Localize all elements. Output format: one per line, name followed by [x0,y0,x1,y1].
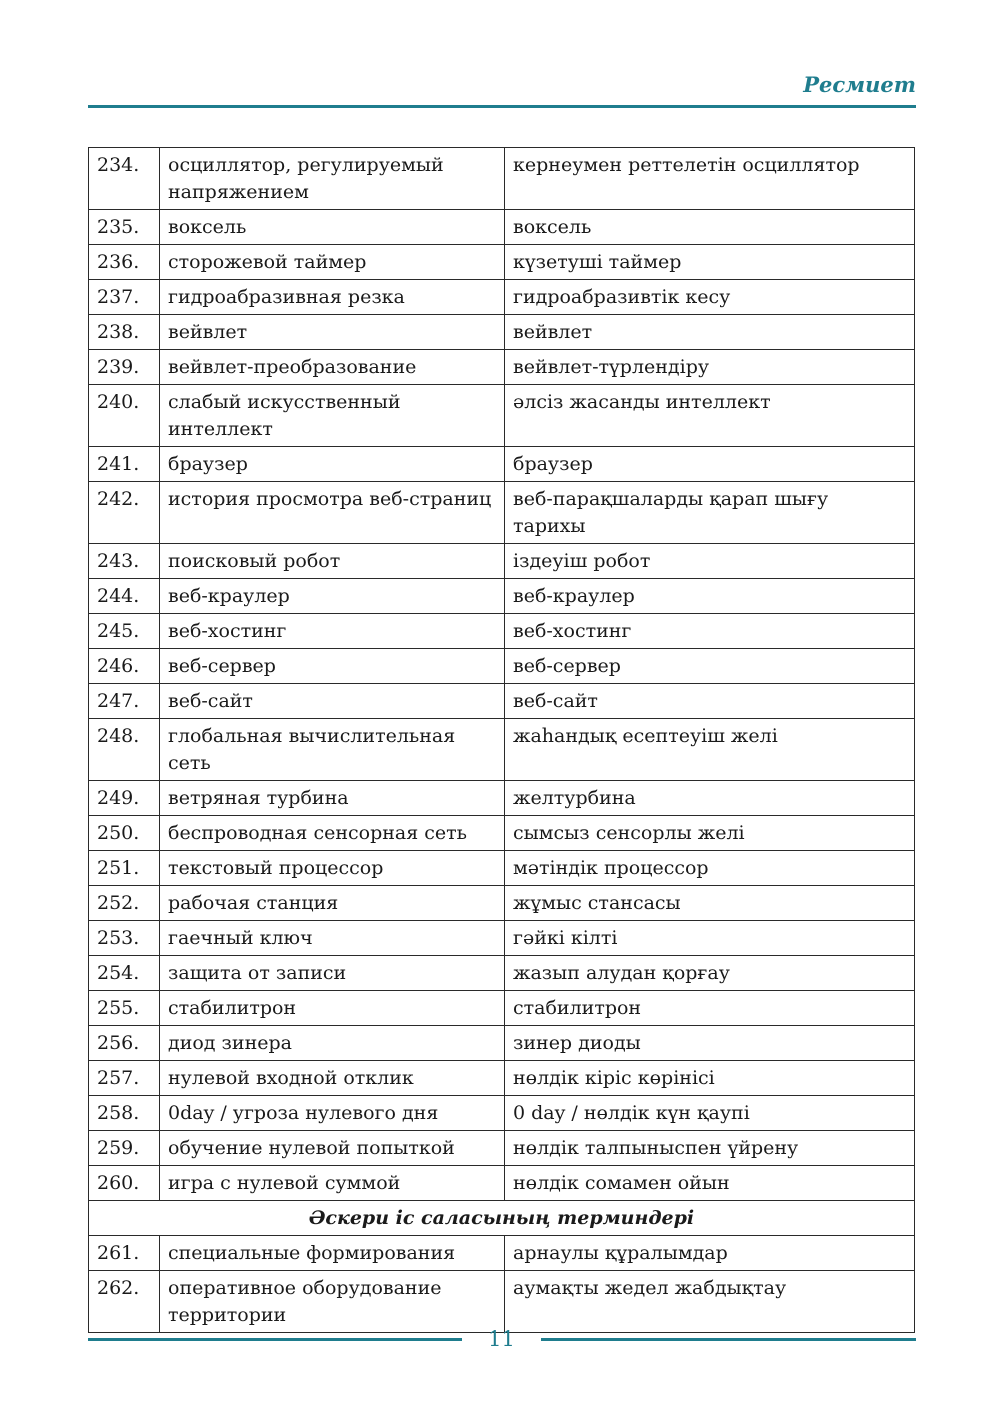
term-number: 261. [89,1236,160,1271]
table-row [89,1096,915,1131]
term-kazakh: мәтіндік процессор [505,851,915,886]
table-row [89,1236,915,1271]
table-row [89,579,915,614]
term-kazakh: нөлдік талпыныспен үйрену [505,1131,915,1166]
term-kazakh: стабилитрон [505,991,915,1026]
term-russian: специальные формирования [160,1236,505,1271]
term-russian: оперативное оборудование территории [160,1271,505,1333]
header-rule [88,105,916,108]
term-russian: игра с нулевой суммой [160,1166,505,1201]
term-number: 262. [89,1271,160,1333]
term-number: 235. [89,210,160,245]
term-kazakh: веб-хостинг [505,614,915,649]
term-number: 240. [89,385,160,447]
table-row [89,1026,915,1061]
term-russian: диод зинера [160,1026,505,1061]
term-kazakh: вейвлет-түрлендіру [505,350,915,385]
terms-table-body [89,148,915,1333]
term-kazakh: воксель [505,210,915,245]
table-row [89,350,915,385]
term-number: 249. [89,781,160,816]
term-russian: обучение нулевой попыткой [160,1131,505,1166]
term-russian: слабый искусственный интеллект [160,385,505,447]
term-number: 236. [89,245,160,280]
term-russian: поисковый робот [160,544,505,579]
term-number: 252. [89,886,160,921]
term-number: 248. [89,719,160,781]
term-russian: 0day / угроза нулевого дня [160,1096,505,1131]
table-row [89,482,915,544]
footer-rule-right [541,1338,916,1341]
term-number: 237. [89,280,160,315]
term-number: 242. [89,482,160,544]
term-number: 241. [89,447,160,482]
term-russian: осциллятор, регулируемый напряжением [160,148,505,210]
term-kazakh: сымсыз сенсорлы желі [505,816,915,851]
table-row [89,544,915,579]
term-number: 251. [89,851,160,886]
term-kazakh: желтурбина [505,781,915,816]
term-russian: веб-краулер [160,579,505,614]
term-kazakh: жазып алудан қорғау [505,956,915,991]
term-russian: стабилитрон [160,991,505,1026]
table-row [89,1061,915,1096]
term-kazakh: іздеуіш робот [505,544,915,579]
term-number: 238. [89,315,160,350]
table-row [89,280,915,315]
term-kazakh: арнаулы құралымдар [505,1236,915,1271]
term-kazakh: нөлдік кіріс көрінісі [505,1061,915,1096]
term-kazakh: нөлдік сомамен ойын [505,1166,915,1201]
term-russian: защита от записи [160,956,505,991]
term-number: 259. [89,1131,160,1166]
term-number: 254. [89,956,160,991]
table-row [89,781,915,816]
table-row [89,719,915,781]
term-russian: браузер [160,447,505,482]
term-kazakh: веб-сервер [505,649,915,684]
term-russian: сторожевой таймер [160,245,505,280]
term-russian: вейвлет [160,315,505,350]
table-row [89,1271,915,1333]
term-number: 247. [89,684,160,719]
table-row [89,315,915,350]
term-russian: история просмотра веб-страниц [160,482,505,544]
term-kazakh: 0 day / нөлдік күн қаупі [505,1096,915,1131]
term-russian: гаечный ключ [160,921,505,956]
term-russian: рабочая станция [160,886,505,921]
term-number: 255. [89,991,160,1026]
table-row [89,1131,915,1166]
term-russian: нулевой входной отклик [160,1061,505,1096]
term-number: 243. [89,544,160,579]
term-kazakh: жұмыс стансасы [505,886,915,921]
term-number: 234. [89,148,160,210]
term-russian: веб-сайт [160,684,505,719]
page-number: 11 [488,1327,515,1351]
term-russian: текстовый процессор [160,851,505,886]
section-row [89,1201,915,1236]
term-kazakh: кернеумен реттелетін осциллятор [505,148,915,210]
term-kazakh: веб-парақшаларды қарап шығу тарихы [505,482,915,544]
table-row [89,1166,915,1201]
table-row [89,148,915,210]
term-number: 239. [89,350,160,385]
term-kazakh: браузер [505,447,915,482]
term-kazakh: аумақты жедел жабдықтау [505,1271,915,1333]
table-row [89,649,915,684]
table-row [89,816,915,851]
term-russian: гидроабразивная резка [160,280,505,315]
term-number: 245. [89,614,160,649]
term-number: 253. [89,921,160,956]
table-row [89,886,915,921]
term-kazakh: веб-сайт [505,684,915,719]
table-row [89,991,915,1026]
table-row [89,385,915,447]
term-russian: беспроводная сенсорная сеть [160,816,505,851]
term-number: 244. [89,579,160,614]
running-header-title: Ресмиет [803,72,916,97]
table-row [89,956,915,991]
term-number: 260. [89,1166,160,1201]
term-number: 258. [89,1096,160,1131]
section-heading: Әскери іс саласының терминдері [89,1201,915,1236]
terms-table [88,147,915,1333]
table-row [89,684,915,719]
table-row [89,921,915,956]
table-row [89,447,915,482]
term-kazakh: вейвлет [505,315,915,350]
term-number: 250. [89,816,160,851]
term-kazakh: зинер диоды [505,1026,915,1061]
term-kazakh: веб-краулер [505,579,915,614]
table-row [89,245,915,280]
term-russian: вейвлет-преобразование [160,350,505,385]
term-number: 256. [89,1026,160,1061]
footer-rule-left [88,1338,462,1341]
table-row [89,614,915,649]
term-russian: глобальная вычислительная сеть [160,719,505,781]
term-kazakh: гәйкі кілті [505,921,915,956]
term-russian: воксель [160,210,505,245]
table-row [89,210,915,245]
term-russian: ветряная турбина [160,781,505,816]
term-number: 246. [89,649,160,684]
term-number: 257. [89,1061,160,1096]
term-russian: веб-хостинг [160,614,505,649]
term-kazakh: күзетуші таймер [505,245,915,280]
term-kazakh: жаһандық есептеуіш желі [505,719,915,781]
term-russian: веб-сервер [160,649,505,684]
table-row [89,851,915,886]
term-kazakh: гидроабразивтік кесу [505,280,915,315]
term-kazakh: әлсіз жасанды интеллект [505,385,915,447]
